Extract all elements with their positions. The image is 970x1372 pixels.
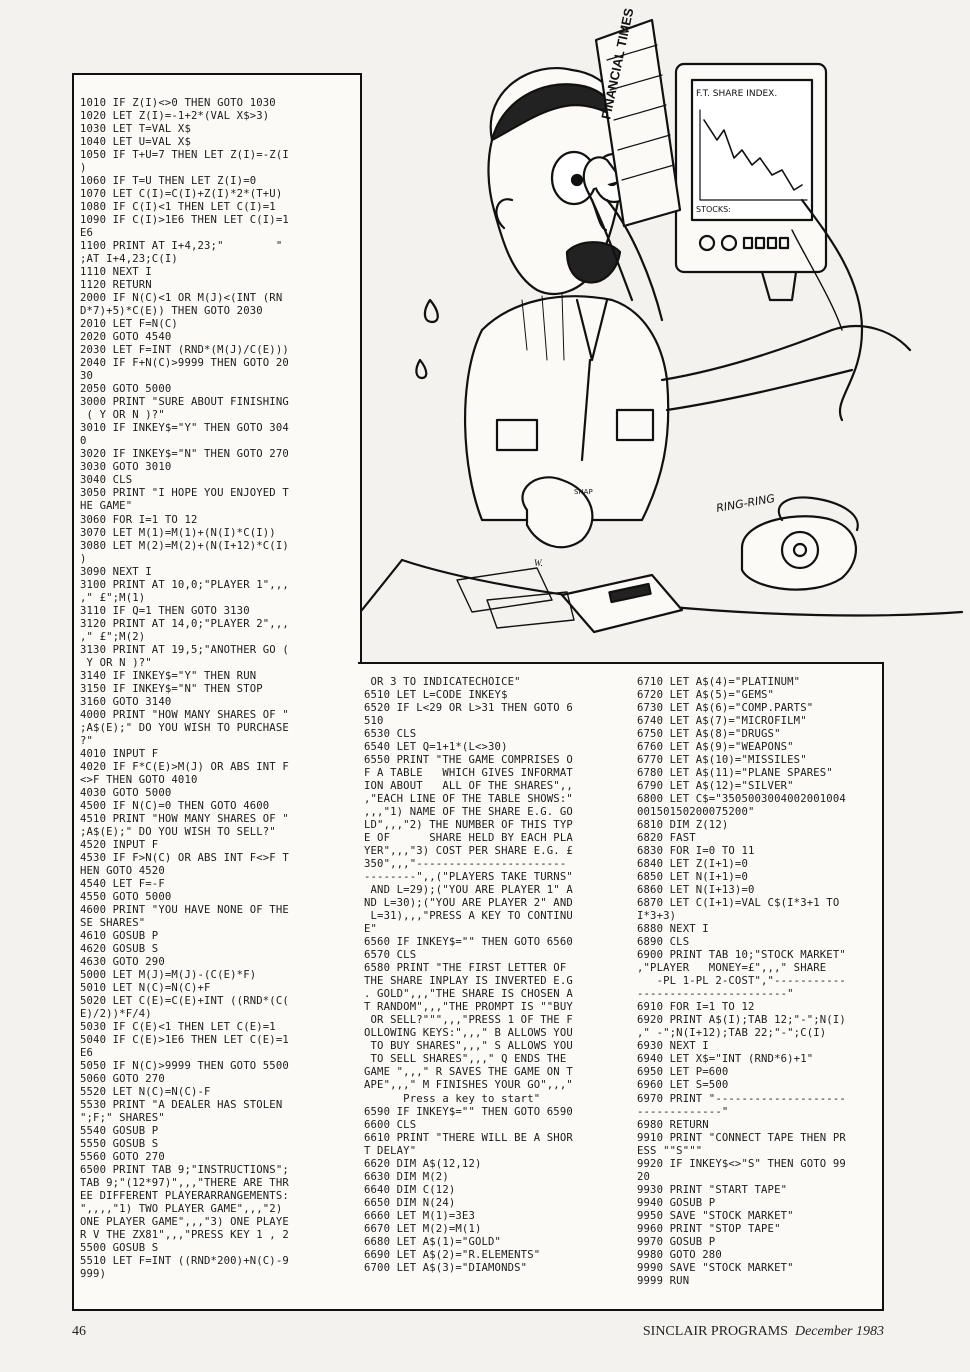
artist-signature: W. (534, 558, 543, 568)
calculator (562, 575, 682, 632)
monitor (676, 64, 826, 300)
newspaper-masthead: FINANCIAL TIMES (598, 6, 637, 121)
publication-name: SINCLAIR PROGRAMS (642, 1324, 788, 1339)
publication-line (643, 1324, 884, 1340)
telephone (742, 497, 858, 589)
publication-issue: December 1983 (794, 1324, 884, 1339)
ring-ring-text: RING-RING (715, 491, 776, 515)
monitor-stocks-label: STOCKS: (696, 205, 731, 214)
monitor-title: F.T. SHARE INDEX. (696, 89, 778, 99)
desk-edge (402, 560, 962, 615)
code-column-1: 1010 IF Z(I)<>0 THEN GOTO 1030 1020 LET Z(I)=-1+2*(VAL X$>3) 1030 LET T=VAL X$ 1040 LET U=VAL X$ 1050 IF T+U=7 THEN LET Z(I)=-Z(I ) 1060 IF T=U THEN LET Z(I)=0 1070 LET C(I)=C(I)+Z(I)*2*(T+U) 1080 IF C(I)<1 THEN LET C(I)=1 1090 IF C(I)>1E6 THEN LET C(I)=1 E6 1100 PRINT AT I+4,23;" " ;AT I+4,23;C(I) 1110 NEXT I 1120 RETURN 2000 IF N(C)<1 OR M(J)<(INT (RN D*7)+5)*C(E)) THEN GOTO 2030 2010 LET F=N(C) 2020 GOTO 4540 2030 LET F=INT (RND*(M(J)/C(E))) 2040 IF F+N(C)>9999 THEN GOTO 20 30 2050 GOTO 5000 3000 PRINT "SURE ABOUT FINISHING ( Y OR N )?" 3010 IF INKEY$="Y" THEN GOTO 304 0 3020 IF INKEY$="N" THEN GOTO 270 3030 GOTO 3010 3040 CLS 3050 PRINT "I HOPE YOU ENJOYED T HE GAME" 3060 FOR I=1 TO 12 3070 LET M(1)=M(1)+(N(I)*C(I)) 3080 LET M(2)=M(2)+(N(I+12)*C(I) ) 3090 NEXT I 3100 PRINT AT 10,0;"PLAYER 1",,, ," £";M(1) 3110 IF Q=1 THEN GOTO 3130 3120 PRINT AT 14,0;"PLAYER 2",,, ," £";M(2) 3130 PRINT AT 19,5;"ANOTHER GO ( Y OR N )?" 3140 IF INKEY$="Y" THEN RUN 3150 IF INKEY$="N" THEN STOP 3160 GOTO 3140 4000 PRINT "HOW MANY SHARES OF " ;A$(E);" DO YOU WISH TO PURCHASE ?" 4010 INPUT F 4020 IF F*C(E)>M(J) OR ABS INT F <>F THEN GOTO 4010 4030 GOTO 5000 4500 IF N(C)=0 THEN GOTO 4600 4510 PRINT "HOW MANY SHARES OF " ;A$(E);" DO YOU WISH TO SELL?" 4520 INPUT F 4530 IF F>N(C) OR ABS INT F<>F T HEN GOTO 4520 4540 LET F=-F 4550 GOTO 5000 4600 PRINT "YOU HAVE NONE OF THE SE SHARES" 4610 GOSUB P 4620 GOSUB S 4630 GOTO 290 5000 LET M(J)=M(J)-(C(E)*F) 5010 LET N(C)=N(C)+F 5020 LET C(E)=C(E)+INT ((RND*(C( E)/2))*F/4) 5030 IF C(E)<1 THEN LET C(E)=1 5040 IF C(E)>1E6 THEN LET C(E)=1 E6 5050 IF N(C)>9999 THEN GOTO 5500 5060 GOTO 270 5520 LET N(C)=N(C)-F 5530 PRINT "A DEALER HAS STOLEN ";F;" SHARES" 5540 GOSUB P 5550 GOSUB S 5560 GOTO 270 6500 PRINT TAB 9;"INSTRUCTIONS"; TAB 9;"(12*97)",,,"THERE ARE THR EE DIFFERENT PLAYERARRANGEMENTS: ",,,,"1) TWO PLAYER GAME",,,"2) ONE PLAYER GAME",,,"3) ONE PLAYE R V THE ZX81",,,"PRESS KEY 1 , 2 5500 GOSUB S 5510 LET F=INT ((RND*200)+N(C)-9 999) (80, 97, 289, 1281)
page-number: 46 (72, 1324, 86, 1339)
code-column-3: 6710 LET A$(4)="PLATINUM" 6720 LET A$(5)="GEMS" 6730 LET A$(6)="COMP.PARTS" 6740 LET A$(7)="MICROFILM" 6750 LET A$(8)="DRUGS" 6760 LET A$(9)="WEAPONS" 6770 LET A$(10)="MISSILES" 6780 LET A$(11)="PLANE SPARES" 6790 LET A$(12)="SILVER" 6800 LET C$="3505003004002001004 00150150200075200" 6810 DIM Z(12) 6820 FAST 6830 FOR I=0 TO 11 6840 LET Z(I+1)=0 6850 LET N(I+1)=0 6860 LET N(I+13)=0 6870 LET C(I+1)=VAL C$(I*3+1 TO I*3+3) 6880 NEXT I 6890 CLS 6900 PRINT TAB 10;"STOCK MARKET" ,"PLAYER MONEY=£",,," SHARE -PL 1-PL 2-COST","----------- -----------------------" 6910 FOR I=1 TO 12 6920 PRINT A$(I);TAB 12;"-";N(I) ," -";N(I+12);TAB 22;"-";C(I) 6930 NEXT I 6940 LET X$="INT (RND*6)+1" 6950 LET P=600 6960 LET S=500 6970 PRINT "-------------------- -------------" 6980 RETURN 9910 PRINT "CONNECT TAPE THEN PR ESS ""S""" 9920 IF INKEY$<>"S" THEN GOTO 99 20 9930 PRINT "START TAPE" 9940 GOSUB P 9950 SAVE "STOCK MARKET" 9960 PRINT "STOP TAPE" 9970 GOSUB P 9980 GOTO 280 9990 SAVE "STOCK MARKET" 9999 RUN (637, 676, 846, 1287)
snap-text: SNAP (574, 488, 593, 496)
cartoon-illustration (362, 0, 970, 662)
code-column-2: OR 3 TO INDICATECHOICE" 6510 LET L=CODE INKEY$ 6520 IF L<29 OR L>31 THEN GOTO 6 510 6530 CLS 6540 LET Q=1+1*(L<>30) 6550 PRINT "THE GAME COMPRISES O F A TABLE WHICH GIVES INFORMAT ION ABOUT ALL OF THE SHARES",, ,"EACH LINE OF THE TABLE SHOWS:" ,,,"1) NAME OF THE SHARE E.G. GO LD",,,"2) THE NUMBER OF THIS TYP E OF SHARE HELD BY EACH PLA YER",,,"3) COST PER SHARE E.G. £ 350",,,"----------------------- --------",,("PLAYERS TAKE TURNS" AND L=29);("YOU ARE PLAYER 1" A ND L=30);("YOU ARE PLAYER 2" AND L=31),,,"PRESS A KEY TO CONTINU E" 6560 IF INKEY$="" THEN GOTO 6560 6570 CLS 6580 PRINT "THE FIRST LETTER OF THE SHARE INPLAY IS INVERTED E.G . GOLD",,,"THE SHARE IS CHOSEN A T RANDOM",,,"THE PROMPT IS ""BUY OR SELL?""",,,"PRESS 1 OF THE F OLLOWING KEYS:",,," B ALLOWS YOU TO BUY SHARES",,," S ALLOWS YOU TO SELL SHARES",,," Q ENDS THE GAME ",,," R SAVES THE GAME ON T APE",,," M FINISHES YOUR GO",,," Press a key to start" 6590 IF INKEY$="" THEN GOTO 6590 6600 CLS 6610 PRINT "THERE WILL BE A SHOR T DELAY" 6620 DIM A$(12,12) 6630 DIM M(2) 6640 DIM C(12) 6650 DIM N(24) 6660 LET M(1)=3E3 6670 LET M(2)=M(1) 6680 LET A$(1)="GOLD" 6690 LET A$(2)="R.ELEMENTS" 6700 LET A$(3)="DIAMONDS" (364, 676, 573, 1274)
